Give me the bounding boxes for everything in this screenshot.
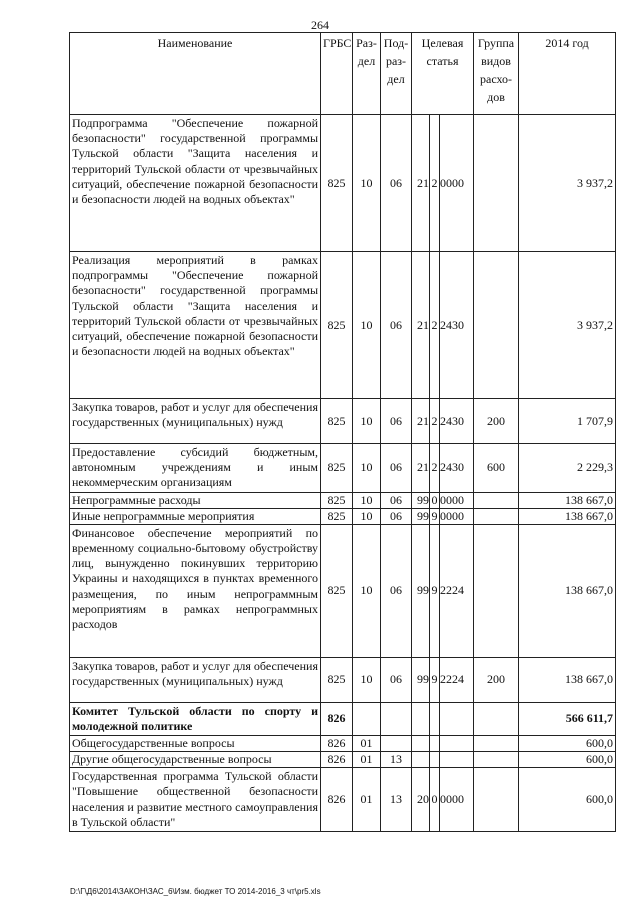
row-target-program: 99 xyxy=(412,508,430,524)
row-expense-group xyxy=(474,524,519,657)
row-expense-group xyxy=(474,768,519,832)
table-row xyxy=(70,702,616,735)
row-razdel: 01 xyxy=(353,752,381,768)
table-header-row xyxy=(70,33,616,115)
row-expense-group xyxy=(474,508,519,524)
row-razdel: 10 xyxy=(353,492,381,508)
row-name: Закупка товаров, работ и услуг для обеспечения государственных (муниципальных) нужд xyxy=(70,657,321,702)
row-name: Предоставление субсидий бюджетным, автономным учреждениям и иным некоммерческим организациям xyxy=(70,444,321,493)
footer-file-path: D:\Г\Д6\2014\ЗАКОН\ЗАС_6\Изм. бюджет ТО 2014-2016_3 чт\pr5.xls xyxy=(70,887,321,896)
row-target-program xyxy=(412,752,430,768)
page-number: 264 xyxy=(311,18,329,32)
row-amount: 2 229,3 xyxy=(519,444,616,493)
table-row xyxy=(70,252,616,399)
row-expense-group xyxy=(474,736,519,752)
table-row xyxy=(70,399,616,444)
row-amount: 138 667,0 xyxy=(519,508,616,524)
row-name: Закупка товаров, работ и услуг для обеспечения государственных (муниципальных) нужд xyxy=(70,399,321,444)
row-name: Другие общегосударственные вопросы xyxy=(70,752,321,768)
row-amount: 3 937,2 xyxy=(519,252,616,399)
header-name: Наименование xyxy=(70,33,321,115)
row-amount: 600,0 xyxy=(519,768,616,832)
row-target-direction: 0000 xyxy=(440,492,474,508)
row-podrazdel: 06 xyxy=(381,657,412,702)
row-target-direction: 2430 xyxy=(440,444,474,493)
row-target-direction xyxy=(440,702,474,735)
row-grbs: 826 xyxy=(321,768,353,832)
row-target-subprogram xyxy=(430,752,440,768)
row-name: Иные непрограммные мероприятия xyxy=(70,508,321,524)
row-grbs: 826 xyxy=(321,752,353,768)
row-target-program: 99 xyxy=(412,657,430,702)
row-target-direction: 2224 xyxy=(440,657,474,702)
row-podrazdel: 06 xyxy=(381,444,412,493)
row-target-program: 21 xyxy=(412,115,430,252)
row-razdel: 10 xyxy=(353,252,381,399)
row-name: Финансовое обеспечение мероприятий по временному социально-бытовому обустройству лиц, вынужденно покинувших территорию Украины и находящихся в пунктах временного размещения, по иным непрограммным мероприятиям в рамках непрограммных расходов xyxy=(70,524,321,657)
row-target-direction: 0000 xyxy=(440,508,474,524)
row-target-program: 21 xyxy=(412,444,430,493)
row-name: Комитет Тульской области по спорту и молодежной политике xyxy=(70,702,321,735)
table-body xyxy=(70,115,616,832)
row-amount: 600,0 xyxy=(519,736,616,752)
row-expense-group xyxy=(474,492,519,508)
row-expense-group: 200 xyxy=(474,399,519,444)
row-target-direction: 2224 xyxy=(440,524,474,657)
row-amount: 600,0 xyxy=(519,752,616,768)
table-row xyxy=(70,736,616,752)
row-name: Подпрограмма "Обеспечение пожарной безопасности" государственной программы Тульской области "Защита населения и территорий Тульской области от чрезвычайных ситуаций, обеспечение пожарной безопасности и безопасности людей на водных объектах" xyxy=(70,115,321,252)
row-razdel: 10 xyxy=(353,399,381,444)
row-expense-group xyxy=(474,702,519,735)
row-target-program: 21 xyxy=(412,252,430,399)
row-target-subprogram: 2 xyxy=(430,252,440,399)
row-target-subprogram: 2 xyxy=(430,115,440,252)
table-row xyxy=(70,752,616,768)
row-podrazdel xyxy=(381,736,412,752)
row-target-direction: 2430 xyxy=(440,252,474,399)
row-grbs: 825 xyxy=(321,444,353,493)
row-target-subprogram: 2 xyxy=(430,399,440,444)
row-target-subprogram: 9 xyxy=(431,508,438,523)
row-grbs: 825 xyxy=(321,492,353,508)
row-target-program: 20 xyxy=(412,768,430,832)
row-podrazdel: 13 xyxy=(381,768,412,832)
row-target-subprogram: 2 xyxy=(430,444,440,493)
row-grbs: 826 xyxy=(321,736,353,752)
row-target-program xyxy=(412,736,430,752)
header-podrazdel: Под- раз- дел xyxy=(381,33,412,115)
header-target-article: Целевая статья xyxy=(412,33,474,115)
row-amount: 138 667,0 xyxy=(519,524,616,657)
row-expense-group xyxy=(474,752,519,768)
row-amount: 3 937,2 xyxy=(519,115,616,252)
row-podrazdel: 06 xyxy=(381,492,412,508)
row-podrazdel: 06 xyxy=(381,508,412,524)
row-podrazdel: 06 xyxy=(381,524,412,657)
row-name: Государственная программа Тульской области "Повышение общественной безопасности населения и развитие местного самоуправления в Тульской области" xyxy=(70,768,321,832)
row-name: Непрограммные расходы xyxy=(70,492,321,508)
row-name: Реализация мероприятий в рамках подпрограммы "Обеспечение пожарной безопасности" государственной программы Тульской области "Защита населения и территорий Тульской области от чрезвычайных ситуаций, обеспечение пожарной безопасности и безопасности людей на водных объектах" xyxy=(70,252,321,399)
row-target-program: 21 xyxy=(412,399,430,444)
row-target-program: 99 xyxy=(412,524,430,657)
row-amount: 566 611,7 xyxy=(519,702,616,735)
row-podrazdel: 13 xyxy=(381,752,412,768)
row-podrazdel: 06 xyxy=(381,399,412,444)
row-podrazdel xyxy=(381,702,412,735)
row-grbs: 825 xyxy=(321,508,353,524)
header-grbs: ГРБС xyxy=(321,33,353,115)
table-row xyxy=(70,115,616,252)
row-grbs: 825 xyxy=(321,252,353,399)
row-grbs: 825 xyxy=(321,657,353,702)
row-grbs: 826 xyxy=(321,702,353,735)
header-year-2014: 2014 год xyxy=(519,33,616,115)
row-target-direction: 0000 xyxy=(440,115,474,252)
row-target-subprogram: 9 xyxy=(430,524,440,657)
row-target-subprogram: 0 xyxy=(431,492,438,507)
row-amount: 1 707,9 xyxy=(519,399,616,444)
table-row xyxy=(70,524,616,657)
table-row xyxy=(70,657,616,702)
row-target-direction: 2430 xyxy=(440,399,474,444)
row-razdel: 01 xyxy=(353,736,381,752)
row-target-program xyxy=(412,702,430,735)
row-razdel: 10 xyxy=(353,508,381,524)
budget-table xyxy=(69,32,616,832)
row-grbs: 825 xyxy=(321,399,353,444)
row-razdel: 10 xyxy=(353,657,381,702)
row-target-direction: 0000 xyxy=(440,768,474,832)
row-amount: 138 667,0 xyxy=(519,492,616,508)
table-row xyxy=(70,768,616,832)
row-target-program: 99 xyxy=(412,492,430,508)
row-target-subprogram xyxy=(430,702,440,735)
row-expense-group: 600 xyxy=(474,444,519,493)
row-target-subprogram: 0 xyxy=(430,768,440,832)
row-razdel: 10 xyxy=(353,524,381,657)
row-razdel: 10 xyxy=(353,115,381,252)
header-expense-group: Группа видов расхо- дов xyxy=(474,33,519,115)
row-amount: 138 667,0 xyxy=(519,657,616,702)
row-target-direction xyxy=(440,752,474,768)
row-razdel: 01 xyxy=(353,768,381,832)
row-expense-group: 200 xyxy=(474,657,519,702)
row-target-direction xyxy=(440,736,474,752)
row-podrazdel: 06 xyxy=(381,252,412,399)
row-grbs: 825 xyxy=(321,115,353,252)
header-razdel: Раз- дел xyxy=(353,33,381,115)
row-expense-group xyxy=(474,252,519,399)
row-target-subprogram: 9 xyxy=(430,657,440,702)
table-row xyxy=(70,444,616,493)
row-razdel xyxy=(353,702,381,735)
table-row xyxy=(70,492,616,508)
row-grbs: 825 xyxy=(321,524,353,657)
row-name: Общегосударственные вопросы xyxy=(70,736,321,752)
row-podrazdel: 06 xyxy=(381,115,412,252)
row-razdel: 10 xyxy=(353,444,381,493)
row-target-subprogram xyxy=(430,736,440,752)
table-row xyxy=(70,508,616,524)
row-expense-group xyxy=(474,115,519,252)
